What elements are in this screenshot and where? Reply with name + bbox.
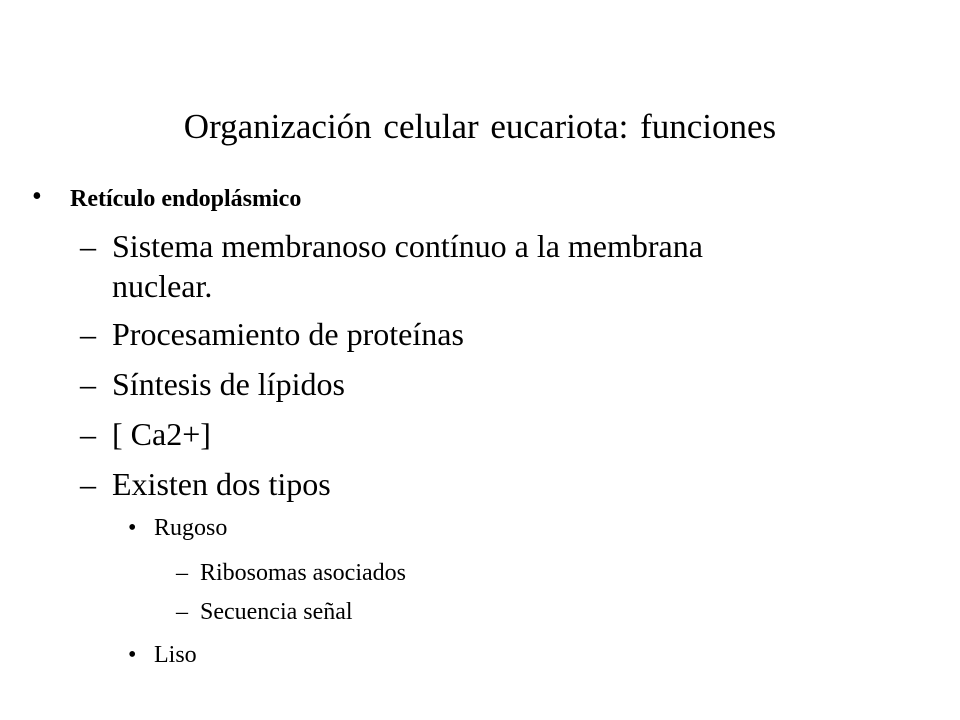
dash-marker: – [80, 366, 96, 402]
sub-bullet-procesamiento [0, 314, 960, 354]
bullet-text: Retículo endoplásmico [70, 186, 302, 212]
dash-marker: – [176, 560, 188, 586]
type-bullet-rugoso [0, 513, 960, 543]
detail-text: Ribosomas asociados [200, 560, 406, 586]
sub-bullet-calcio [0, 414, 960, 454]
detail-ribosomas [0, 558, 960, 588]
sub-bullet-text: Existen dos tipos [112, 466, 331, 502]
sub-bullet-text-line1: Sistema membranoso contínuo a la membrana [112, 228, 703, 264]
type-bullet-text: Liso [154, 642, 197, 668]
dash-marker: – [80, 228, 96, 264]
sub-bullet-tipos [0, 464, 960, 504]
sub-bullet-text-line2: nuclear. [112, 268, 213, 304]
type-bullet-liso [0, 640, 960, 670]
detail-text: Secuencia señal [200, 599, 353, 625]
sub-bullet-text: Síntesis de lípidos [112, 366, 345, 402]
slide-title: Organización celular eucariota: funciones [183, 107, 777, 146]
type-bullet-text: Rugoso [154, 515, 228, 541]
dash-marker: – [80, 316, 96, 352]
bullet-marker: • [128, 515, 137, 541]
bullet-marker: • [32, 181, 42, 212]
sub-bullet-sintesis [0, 364, 960, 404]
sub-bullet-sistema-membranoso [0, 226, 960, 306]
bullet-reticulo-endoplasmico [0, 181, 960, 214]
sub-bullet-text: [ Ca2+] [112, 416, 211, 452]
bullet-marker: • [128, 642, 137, 668]
dash-marker: – [80, 416, 96, 452]
dash-marker: – [176, 599, 188, 625]
dash-marker: – [80, 466, 96, 502]
sub-bullet-text: Procesamiento de proteínas [112, 316, 464, 352]
detail-secuencia [0, 597, 960, 627]
